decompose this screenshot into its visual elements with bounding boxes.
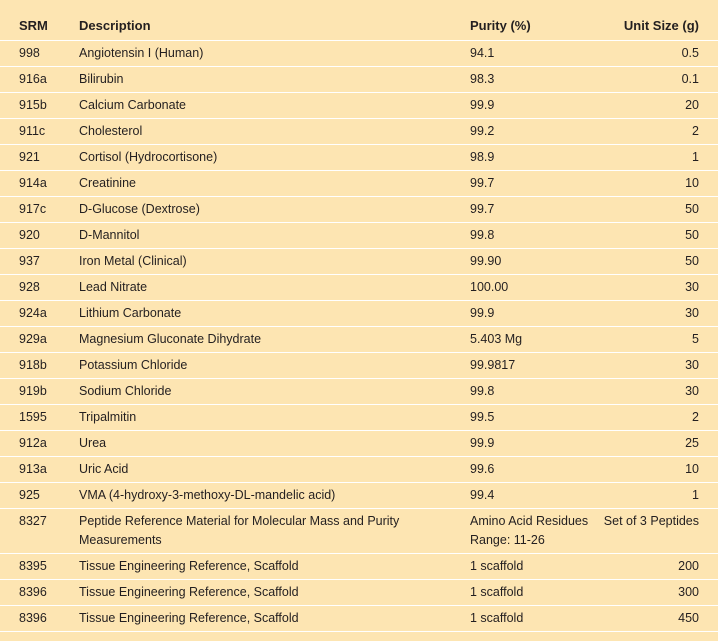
cell-purity: 99.9: [470, 93, 595, 119]
cell-srm: 929a: [0, 327, 79, 353]
cell-srm: 998: [0, 41, 79, 67]
cell-purity: 99.9817: [470, 353, 595, 379]
table-row: [0, 223, 718, 249]
table-row: [0, 379, 718, 405]
header-unit-size: Unit Size (g): [595, 12, 718, 41]
table-row: [0, 275, 718, 301]
srm-table: [0, 12, 718, 632]
cell-purity: 100.00: [470, 275, 595, 301]
cell-description: Uric Acid: [79, 457, 470, 483]
cell-purity: 1 scaffold: [470, 580, 595, 606]
table-row: [0, 171, 718, 197]
cell-description: Lithium Carbonate: [79, 301, 470, 327]
cell-srm: 912a: [0, 431, 79, 457]
table-row: [0, 249, 718, 275]
cell-srm: 8396: [0, 606, 79, 632]
cell-description: Calcium Carbonate: [79, 93, 470, 119]
cell-unit-size: 5: [595, 327, 718, 353]
cell-srm: 913a: [0, 457, 79, 483]
table-row: [0, 197, 718, 223]
cell-description: Bilirubin: [79, 67, 470, 93]
cell-description: Creatinine: [79, 171, 470, 197]
cell-srm: 917c: [0, 197, 79, 223]
cell-srm: 914a: [0, 171, 79, 197]
cell-unit-size: 2: [595, 119, 718, 145]
cell-description: D-Glucose (Dextrose): [79, 197, 470, 223]
cell-purity: 99.7: [470, 171, 595, 197]
cell-srm: 937: [0, 249, 79, 275]
header-description: Description: [79, 12, 470, 41]
cell-srm: 1595: [0, 405, 79, 431]
header-srm: SRM: [0, 12, 79, 41]
cell-description: Potassium Chloride: [79, 353, 470, 379]
cell-description: Tissue Engineering Reference, Scaffold: [79, 580, 470, 606]
cell-srm: 919b: [0, 379, 79, 405]
cell-srm: 924a: [0, 301, 79, 327]
cell-unit-size: 30: [595, 353, 718, 379]
cell-purity: 99.9: [470, 301, 595, 327]
table-row: [0, 405, 718, 431]
cell-description: Cortisol (Hydrocortisone): [79, 145, 470, 171]
cell-purity: 98.9: [470, 145, 595, 171]
cell-unit-size: 30: [595, 301, 718, 327]
cell-purity: 98.3: [470, 67, 595, 93]
cell-srm: 911c: [0, 119, 79, 145]
cell-unit-size: 30: [595, 275, 718, 301]
cell-purity: 99.8: [470, 223, 595, 249]
cell-unit-size: 300: [595, 580, 718, 606]
cell-purity: 1 scaffold: [470, 606, 595, 632]
cell-purity: 94.1: [470, 41, 595, 67]
cell-purity: 99.5: [470, 405, 595, 431]
cell-unit-size: 50: [595, 249, 718, 275]
cell-purity: 5.403 Mg: [470, 327, 595, 353]
cell-srm: 918b: [0, 353, 79, 379]
cell-srm: 928: [0, 275, 79, 301]
cell-purity: 99.7: [470, 197, 595, 223]
cell-description: Tissue Engineering Reference, Scaffold: [79, 554, 470, 580]
cell-srm: 915b: [0, 93, 79, 119]
table-body: [0, 41, 718, 632]
table-row: [0, 119, 718, 145]
table-row: [0, 483, 718, 509]
cell-description: Peptide Reference Material for Molecular Mass and Purity Measurements: [79, 509, 470, 554]
cell-purity: 99.4: [470, 483, 595, 509]
table-row: [0, 580, 718, 606]
cell-description: Angiotensin I (Human): [79, 41, 470, 67]
cell-purity: 99.90: [470, 249, 595, 275]
cell-unit-size: 2: [595, 405, 718, 431]
cell-purity: 99.8: [470, 379, 595, 405]
cell-description: Magnesium Gluconate Dihydrate: [79, 327, 470, 353]
cell-srm: 8396: [0, 580, 79, 606]
cell-srm: 916a: [0, 67, 79, 93]
cell-unit-size: 30: [595, 379, 718, 405]
cell-unit-size: 20: [595, 93, 718, 119]
cell-purity: 99.9: [470, 431, 595, 457]
cell-unit-size: 1: [595, 145, 718, 171]
cell-description: Tripalmitin: [79, 405, 470, 431]
header-purity: Purity (%): [470, 12, 595, 41]
cell-description: VMA (4-hydroxy-3-methoxy-DL-mandelic acid): [79, 483, 470, 509]
table-row: [0, 301, 718, 327]
cell-purity: Amino Acid Residues Range: 11-26: [470, 509, 595, 554]
cell-purity: 1 scaffold: [470, 554, 595, 580]
cell-unit-size: 200: [595, 554, 718, 580]
cell-description: D-Mannitol: [79, 223, 470, 249]
cell-unit-size: Set of 3 Peptides: [595, 509, 718, 554]
cell-unit-size: 450: [595, 606, 718, 632]
table-row: [0, 457, 718, 483]
cell-description: Sodium Chloride: [79, 379, 470, 405]
cell-description: Cholesterol: [79, 119, 470, 145]
cell-srm: 921: [0, 145, 79, 171]
table-row: [0, 509, 718, 554]
cell-srm: 925: [0, 483, 79, 509]
table-header-row: [0, 12, 718, 41]
table-row: [0, 41, 718, 67]
table-row: [0, 353, 718, 379]
table-row: [0, 93, 718, 119]
table-row: [0, 145, 718, 171]
cell-description: Iron Metal (Clinical): [79, 249, 470, 275]
cell-unit-size: 10: [595, 457, 718, 483]
cell-purity: 99.6: [470, 457, 595, 483]
cell-unit-size: 50: [595, 197, 718, 223]
cell-description: Tissue Engineering Reference, Scaffold: [79, 606, 470, 632]
cell-unit-size: 25: [595, 431, 718, 457]
cell-unit-size: 0.5: [595, 41, 718, 67]
cell-srm: 920: [0, 223, 79, 249]
cell-srm: 8327: [0, 509, 79, 554]
table-row: [0, 554, 718, 580]
table-row: [0, 327, 718, 353]
cell-unit-size: 50: [595, 223, 718, 249]
cell-description: Urea: [79, 431, 470, 457]
cell-purity: 99.2: [470, 119, 595, 145]
table-row: [0, 67, 718, 93]
cell-srm: 8395: [0, 554, 79, 580]
cell-unit-size: 10: [595, 171, 718, 197]
table-row: [0, 606, 718, 632]
cell-description: Lead Nitrate: [79, 275, 470, 301]
cell-unit-size: 0.1: [595, 67, 718, 93]
cell-unit-size: 1: [595, 483, 718, 509]
table-row: [0, 431, 718, 457]
